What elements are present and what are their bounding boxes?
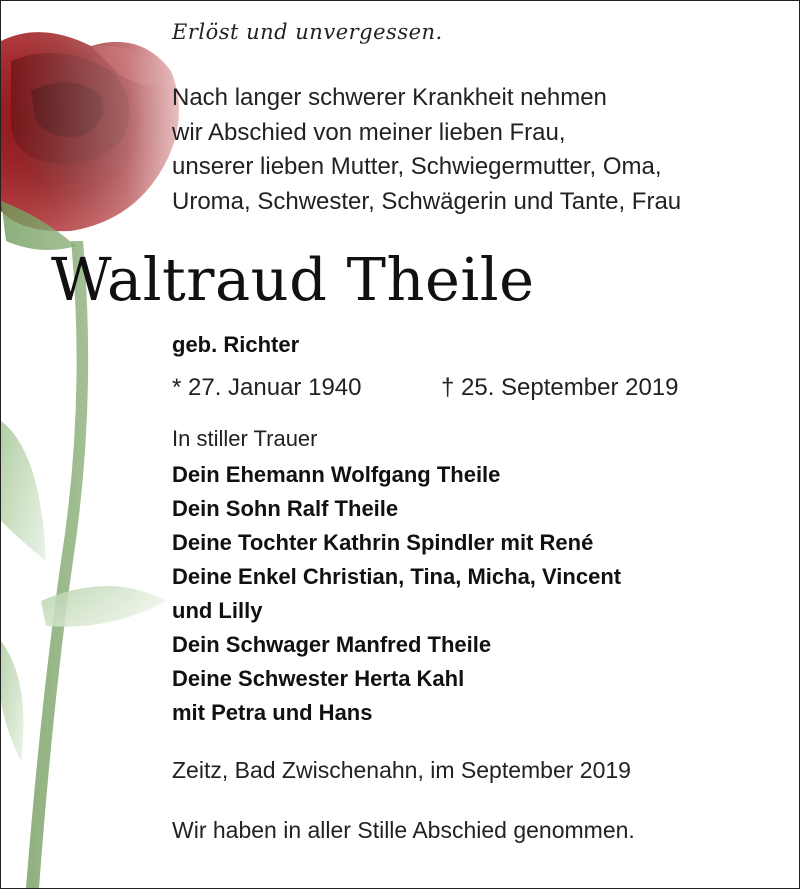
birth-date: * 27. Januar 1940 xyxy=(172,374,362,401)
mourner-line: mit Petra und Hans xyxy=(172,700,373,725)
mourner-line: Dein Schwager Manfred Theile xyxy=(172,632,492,657)
maiden-name: geb. Richter xyxy=(172,332,300,357)
motto: Erlöst und unvergessen. xyxy=(172,20,443,44)
intro-line: unserer lieben Mutter, Schwiegermutter, Oma, xyxy=(172,153,662,180)
mourner-line: Dein Ehemann Wolfgang Theile xyxy=(172,462,501,487)
intro-line: wir Abschied von meiner lieben Frau, xyxy=(172,118,566,146)
intro-line: Nach langer schwerer Krankheit nehmen xyxy=(172,84,607,111)
deceased-name: Waltraud Theile xyxy=(51,245,535,314)
mourner-line: Deine Schwester Herta Kahl xyxy=(172,666,465,691)
mourner-line: Dein Sohn Ralf Theile xyxy=(172,496,399,521)
closing-line: Wir haben in aller Stille Abschied genommen. xyxy=(172,817,635,843)
mourner-line: und Lilly xyxy=(172,598,263,623)
intro-text xyxy=(172,81,681,219)
mourners-list xyxy=(172,458,621,730)
mourner-line: Deine Enkel Christian, Tina, Micha, Vincent xyxy=(172,564,622,589)
mourner-line: Deine Tochter Kathrin Spindler mit René xyxy=(172,530,594,555)
death-date: † 25. September 2019 xyxy=(441,374,679,401)
grief-label: In stiller Trauer xyxy=(172,426,318,451)
place-date: Zeitz, Bad Zwischenahn, im September 2019 xyxy=(172,757,631,783)
intro-line: Uroma, Schwester, Schwägerin und Tante, Frau xyxy=(172,187,682,215)
